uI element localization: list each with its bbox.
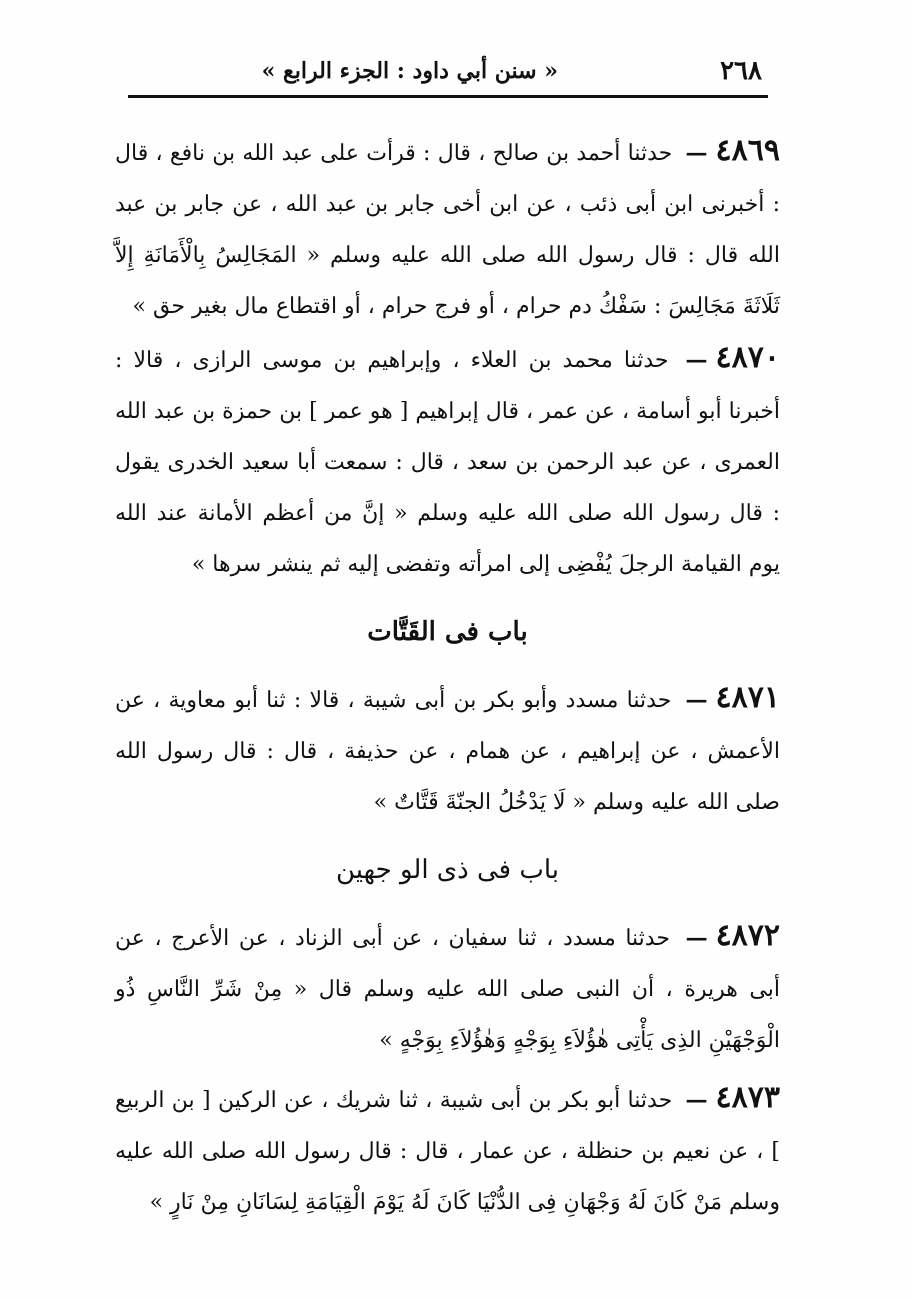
chapter-heading-qattat: باب فى القَتَّات (367, 617, 528, 647)
hadith-number: ٤٨٧٢ (715, 918, 781, 953)
hadith-4873 (115, 1072, 780, 1228)
hadith-dash: — (685, 925, 708, 951)
page-number: ٢٦٨ (720, 56, 762, 86)
hadith-4871 (115, 672, 780, 828)
chapter-heading-two-faced: باب فى ذى الو جهين (336, 855, 559, 885)
hadith-text: حدثنا محمد بن العلاء ، وإبراهيم بن موسى الرازى ، قالا : أخبرنا أبو أسامة ، عن عمر ، قال إبراهيم [ هو عمر ] بن حمزة بن عبد الله العمرى ، عن عبد الرحمن بن سعد ، قال : سمعت أبا سعيد الخدرى يقول : قال رسول الله صلى الله عليه وسلم « إنَّ من أعظم الأمانة عند الله يوم القيامة الرجلَ يُفْضِى إلى امرأته وتفضى إليه ثم ينشر سرها » (115, 348, 780, 577)
hadith-dash: — (685, 347, 708, 373)
hadith-text: حدثنا مسدد وأبو بكر بن أبى شيبة ، قالا : ثنا أبو معاوية ، عن الأعمش ، عن إبراهيم ، عن همام ، عن حذيفة ، قال : قال رسول الله صلى الله عليه وسلم « لَا يَدْخُلُ الجنّةَ قَتَّاتٌ » (115, 688, 780, 815)
hadith-paragraph (115, 332, 780, 590)
hadith-4872 (115, 910, 780, 1066)
running-title: « سنن أبي داود : الجزء الرابع » (261, 58, 558, 84)
hadith-paragraph (115, 672, 780, 828)
hadith-number: ٤٨٦٩ (715, 133, 780, 168)
hadith-number: ٤٨٧٠ (715, 340, 780, 375)
header-rule (128, 95, 768, 98)
hadith-dash: — (685, 1087, 708, 1113)
hadith-paragraph (115, 1072, 780, 1228)
page-content (115, 125, 780, 1228)
page-header (128, 50, 768, 98)
hadith-text: حدثنا أبو بكر بن أبى شيبة ، ثنا شريك ، عن الركين [ بن الربيع ] ، عن نعيم بن حنظلة ، عن عمار ، قال : قال رسول الله صلى الله عليه وسلم مَنْ كَانَ لَهُ وَجْهَانِ فِى الدُّنْيَا كَانَ لَهُ يَوْمَ الْقِيَامَةِ لِسَانَانِ مِنْ نَارٍ » (115, 1088, 780, 1215)
hadith-4869 (115, 125, 780, 332)
hadith-number: ٤٨٧٣ (715, 1080, 780, 1115)
hadith-number: ٤٨٧١ (715, 680, 780, 715)
hadith-text: حدثنا مسدد ، ثنا سفيان ، عن أبى الزناد ، عن الأعرج ، عن أبى هريرة ، أن النبى صلى الله عليه وسلم قال « مِنْ شَرِّ النَّاسِ ذُو الْوَجْهَيْنِ الذِى يَأْتِى هٰؤُلاَءِ بِوَجْهٍ وَهٰؤُلاَءِ بِوَجْهٍ » (115, 926, 780, 1053)
hadith-text: حدثنا أحمد بن صالح ، قال : قرأت على عبد الله بن نافع ، قال : أخبرنى ابن أبى ذئب ، عن ابن أخى جابر بن عبد الله ، عن جابر بن عبد الله قال : قال رسول الله صلى الله عليه وسلم « المَجَالِسُ بِالْأَمَانَةِ إِلاَّ ثَلَاثَةَ مَجَالِسَ : سَفْكُ دم حرام ، أو فرج حرام ، أو اقتطاع مال بغير حق » (115, 141, 780, 319)
hadith-paragraph (115, 125, 780, 332)
hadith-dash: — (685, 687, 708, 713)
hadith-paragraph (115, 910, 780, 1066)
hadith-dash: — (685, 140, 708, 166)
hadith-4870 (115, 332, 780, 590)
